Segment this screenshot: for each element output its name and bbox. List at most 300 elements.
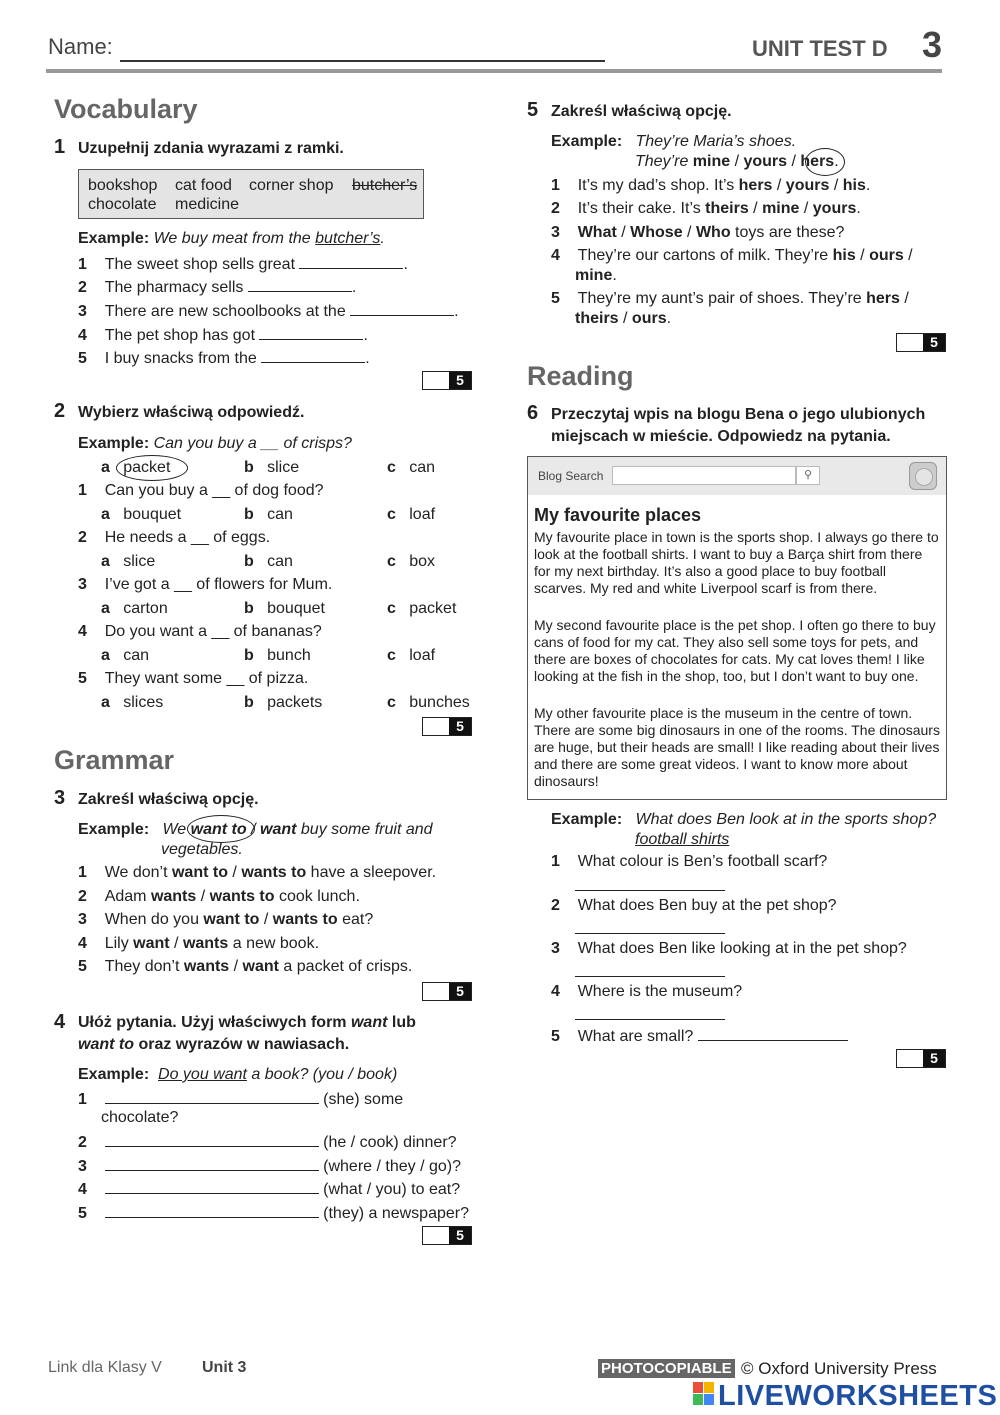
score-box	[422, 371, 472, 390]
option-2[interactable]: wants to	[272, 911, 338, 928]
answer-blank[interactable]	[261, 348, 365, 363]
option-letter: b	[244, 506, 254, 523]
answer-blank[interactable]	[299, 254, 403, 269]
option-1[interactable]: want	[133, 935, 170, 952]
example-option: want	[260, 821, 297, 838]
item-number: 5	[78, 958, 87, 975]
item-number: 3	[78, 911, 87, 928]
list-item	[78, 958, 412, 976]
item-text: Lily	[104, 935, 134, 952]
example-line	[551, 133, 796, 151]
option-text: slice	[267, 459, 300, 476]
option-c[interactable]	[387, 553, 435, 571]
item-number: 1	[78, 256, 87, 273]
item-text: They’re my aunt’s pair of shoes. They’re	[577, 290, 867, 307]
score-box	[422, 1226, 472, 1245]
blog-toolbar	[528, 457, 946, 495]
list-item	[78, 301, 459, 321]
option-a[interactable]	[101, 600, 168, 618]
example-option: yours	[743, 153, 788, 170]
option-letter: c	[387, 459, 396, 476]
option-1[interactable]: What	[577, 224, 617, 241]
item-text: The pharmacy sells	[104, 279, 244, 296]
word-box-item: medicine	[175, 196, 240, 213]
answer-blank[interactable]	[105, 1156, 319, 1171]
option-letter: b	[244, 647, 254, 664]
option-text: packet	[123, 459, 171, 476]
option-1[interactable]: want to	[171, 864, 228, 881]
score-value: 5	[923, 334, 945, 351]
option-letter: a	[101, 647, 110, 664]
item-text: They don’t	[104, 958, 184, 975]
example-text: They’re	[635, 153, 693, 170]
score-value: 5	[923, 1050, 945, 1067]
item-end: .	[612, 267, 617, 284]
exercise-instruction-cont: miejscach w mieście. Odpowiedz na pytania.	[551, 428, 891, 445]
option-a[interactable]	[101, 506, 181, 524]
footer-unit: Unit 3	[202, 1359, 247, 1376]
item-text: They want some __ of pizza.	[104, 670, 309, 687]
list-item: 1 It’s my dad’s shop. It’s hers / yours / his.	[551, 177, 871, 194]
item-prompt-cont: chocolate?	[101, 1109, 179, 1126]
search-icon[interactable]: ⚲	[796, 466, 820, 485]
item-end: .	[856, 200, 861, 217]
item-question: What does Ben buy at the pet shop?	[577, 897, 837, 914]
option-b[interactable]	[244, 459, 299, 477]
item-number: 4	[78, 1181, 87, 1198]
example-text: They’re Maria’s shoes.	[635, 133, 797, 150]
option-letter: c	[387, 506, 396, 523]
item-number: 3	[551, 224, 560, 241]
item-text: It’s their cake. It’s	[577, 200, 706, 217]
list-item	[78, 277, 356, 297]
slash: /	[227, 864, 242, 881]
option-letter: b	[244, 553, 254, 570]
unit-title: UNIT TEST D	[752, 36, 888, 61]
option-2[interactable]: yours	[785, 177, 830, 194]
option-a[interactable]	[101, 694, 163, 712]
option-2[interactable]: ours	[869, 247, 904, 264]
option-c[interactable]	[387, 459, 435, 477]
option-c[interactable]	[387, 647, 435, 665]
exercise-instruction: Zakreśl właściwą opcję.	[78, 791, 259, 808]
exercise-number: 6	[527, 402, 539, 424]
answer-blank[interactable]	[698, 1026, 848, 1041]
list-item	[78, 1132, 457, 1152]
example-question: What does Ben look at in the sports shop?	[635, 811, 937, 828]
item-number: 1	[78, 864, 87, 881]
exercise-instruction: Wybierz właściwą odpowiedź.	[78, 404, 305, 421]
list-item	[78, 670, 308, 688]
example-label: Example:	[78, 435, 150, 452]
item-question: Where is the museum?	[577, 983, 743, 1000]
option-letter: b	[244, 600, 254, 617]
slash: /	[196, 888, 210, 905]
answer-blank[interactable]	[105, 1203, 319, 1218]
list-item-cont: theirs / ours.	[575, 310, 672, 327]
word-box-item: cat food	[175, 177, 232, 194]
example-answer: Do you want	[158, 1066, 247, 1083]
item-text: have a sleepover.	[306, 864, 437, 881]
option-text: can	[267, 506, 293, 523]
item-number: 1	[551, 853, 560, 870]
exercise-instruction: Uzupełnij zdania wyrazami z ramki.	[78, 140, 344, 157]
blog-paragraph: My favourite place in town is the sports shop. I always go there to look at the football shirts. I want to buy a Barça shirt from there for my next birthday. It’s also a good place to buy football scarves. My red and white Liverpool scarf is from there.	[534, 529, 939, 596]
list-item	[78, 935, 319, 953]
list-item	[78, 348, 370, 368]
blog-title: My favourite places	[534, 505, 702, 525]
list-item	[78, 254, 408, 274]
score-box	[422, 717, 472, 736]
option-b[interactable]	[244, 694, 322, 712]
option-1[interactable]: hers	[738, 177, 773, 194]
option-1[interactable]: his	[832, 247, 856, 264]
item-text: He needs a __ of eggs.	[104, 529, 271, 546]
option-letter: b	[244, 694, 254, 711]
option-letter: c	[387, 553, 396, 570]
blog-paragraph: My other favourite place is the museum in the centre of town. There are some big dinosaurs in one of the rooms. The dinosaurs are huge, but their heads are small! I like reading about their lives and there are some great videos. I want to know more about dinosaurs!	[534, 705, 940, 789]
example-end: .	[834, 153, 839, 170]
item-text: The pet shop has got	[104, 327, 256, 344]
example-line	[78, 435, 352, 453]
option-3[interactable]: ours	[631, 310, 667, 327]
example-label: Example:	[78, 821, 150, 838]
list-item	[78, 1089, 403, 1109]
item-number: 1	[551, 177, 560, 194]
item-text: There are new schoolbooks at the	[104, 303, 346, 320]
item-end: .	[403, 256, 408, 273]
item-number: 3	[78, 303, 87, 320]
option-text: packet	[409, 600, 457, 617]
example-line	[551, 811, 936, 829]
item-end: .	[365, 350, 370, 367]
answer-circle	[187, 815, 255, 843]
blog-search-label: Blog Search	[538, 469, 604, 483]
example-text: Can you buy a __ of crisps?	[153, 435, 352, 452]
option-a[interactable]	[101, 647, 149, 665]
slash: /	[259, 911, 273, 928]
option-text: bunch	[267, 647, 311, 664]
option-3[interactable]: his	[842, 177, 866, 194]
answer-blank[interactable]	[575, 876, 725, 891]
answer-blank[interactable]	[350, 301, 454, 316]
list-item	[551, 1026, 848, 1046]
item-number: 5	[551, 290, 560, 307]
item-number: 5	[78, 350, 87, 367]
item-question: What colour is Ben’s football scarf?	[577, 853, 828, 870]
example-line	[78, 230, 385, 248]
list-item	[78, 623, 322, 641]
item-number: 5	[78, 670, 87, 687]
item-text: The sweet shop sells great	[104, 256, 296, 273]
answer-blank[interactable]	[248, 277, 352, 292]
item-number: 2	[78, 1134, 87, 1151]
item-text: eat?	[337, 911, 374, 928]
item-question: What are small?	[577, 1028, 694, 1045]
example-text: buy some fruit and	[296, 821, 433, 838]
option-2[interactable]: wants	[182, 935, 229, 952]
item-text: cook lunch.	[274, 888, 360, 905]
answer-blank[interactable]	[575, 919, 725, 934]
list-item	[78, 576, 332, 594]
option-text: loaf	[409, 647, 436, 664]
option-2[interactable]: wants to	[241, 864, 307, 881]
list-item	[551, 853, 827, 871]
list-item-cont	[575, 267, 617, 285]
option-letter: a	[101, 459, 110, 476]
answer-blank[interactable]	[105, 1132, 319, 1147]
option-c[interactable]	[387, 506, 435, 524]
word-box-item: bookshop	[88, 177, 158, 194]
list-item: 4 They’re our cartons of milk. They’re his / ours /	[551, 247, 913, 264]
option-b[interactable]	[244, 553, 293, 571]
exercise-instruction: Przeczytaj wpis na blogu Bena o jego ulubionych	[551, 406, 926, 423]
footer-course: Link dla Klasy V	[48, 1359, 162, 1376]
word-box	[78, 169, 424, 219]
example-line-2: They’re mine / yours / hers.	[635, 153, 839, 170]
item-end: .	[865, 177, 871, 194]
answer-circle	[805, 148, 845, 176]
option-text: bouquet	[123, 506, 182, 523]
example-option: mine	[692, 153, 731, 170]
example-label: Example:	[78, 1066, 150, 1083]
option-2[interactable]: Whose	[630, 224, 683, 241]
exercise-number: 5	[527, 99, 539, 121]
score-value: 5	[449, 983, 471, 1000]
example-text-cont: vegetables.	[161, 841, 243, 858]
list-item	[78, 1179, 460, 1199]
answer-blank[interactable]	[105, 1179, 319, 1194]
option-text: carton	[123, 600, 168, 617]
list-item	[551, 983, 742, 1001]
item-prompt: (they) a newspaper?	[323, 1205, 469, 1222]
list-item	[78, 864, 436, 882]
item-prompt: (where / they / go)?	[323, 1158, 461, 1175]
item-number: 3	[78, 576, 87, 593]
option-c[interactable]	[387, 600, 456, 618]
section-title-vocabulary: Vocabulary	[54, 94, 198, 124]
item-end: .	[454, 303, 459, 320]
item-text: a new book.	[228, 935, 320, 952]
option-text: packets	[267, 694, 323, 711]
exercise-instruction	[78, 1014, 416, 1032]
answer-blank[interactable]	[575, 1005, 725, 1020]
example-option: hers	[800, 153, 835, 170]
exercise-number: 3	[54, 787, 66, 809]
name-field[interactable]	[120, 60, 605, 62]
slash: /	[169, 935, 183, 952]
option-b[interactable]	[244, 506, 293, 524]
option-text: can	[267, 553, 293, 570]
list-item	[78, 1203, 469, 1223]
item-number: 5	[551, 1028, 560, 1045]
item-text: I buy snacks from the	[104, 350, 257, 367]
option-text: slices	[123, 694, 164, 711]
exercise-instruction: Zakreśl właściwą opcję.	[551, 103, 732, 120]
option-3[interactable]: Who	[695, 224, 731, 241]
option-text: loaf	[409, 506, 436, 523]
word-box-item-used: butcher’s	[352, 177, 418, 194]
name-label: Name:	[48, 34, 113, 59]
exercise-number: 2	[54, 400, 66, 422]
liveworksheets-brand[interactable]: LIVEWORKSHEETS	[718, 1380, 998, 1412]
score-value: 5	[449, 1227, 471, 1244]
item-prompt: (what / you) to eat?	[323, 1181, 461, 1198]
item-text: Do you want a __ of bananas?	[104, 623, 322, 640]
section-title-reading: Reading	[527, 361, 634, 391]
list-item	[78, 911, 373, 929]
option-letter: c	[387, 694, 396, 711]
option-1[interactable]: hers	[866, 290, 900, 307]
blog-search-input[interactable]	[612, 466, 796, 485]
example-end: .	[380, 230, 385, 247]
item-text: I’ve got a __ of flowers for Mum.	[104, 576, 333, 593]
item-number: 4	[551, 983, 560, 1000]
item-number: 2	[78, 888, 87, 905]
score-value: 5	[449, 372, 471, 389]
option-3[interactable]: mine	[575, 267, 613, 284]
example-text: We buy meat from the	[153, 230, 316, 247]
option-letter: b	[244, 459, 254, 476]
item-number: 5	[78, 1205, 87, 1222]
option-text: can	[409, 459, 436, 476]
option-letter: c	[387, 600, 396, 617]
instruction-text: lub	[387, 1014, 416, 1031]
header-divider	[46, 69, 942, 73]
example-option: want to	[190, 821, 247, 838]
item-number: 4	[78, 327, 87, 344]
option-3[interactable]: yours	[812, 200, 857, 217]
example-label: Example:	[78, 230, 150, 247]
list-item	[551, 897, 837, 915]
item-end: .	[666, 310, 672, 327]
item-number: 2	[551, 200, 560, 217]
option-letter: a	[101, 506, 110, 523]
blog-logo-icon	[909, 462, 937, 490]
score-box	[422, 982, 472, 1001]
option-text: can	[123, 647, 150, 664]
option-text: slice	[123, 553, 156, 570]
item-text: Can you buy a __ of dog food?	[104, 482, 324, 499]
instruction-keyword: want to	[78, 1036, 134, 1053]
exercise-instruction-cont	[78, 1036, 349, 1054]
answer-blank[interactable]	[259, 325, 363, 340]
blog-paragraph: My second favourite place is the pet shop. I often go there to buy cans of food for my cat. They also sell some toys for pets, and there are boxes of chocolates for cats. My cat loves them! I like looking at the fish in the shop, too, but I don’t want to buy one.	[534, 617, 936, 684]
option-text: bunches	[409, 694, 470, 711]
example-line	[78, 1066, 397, 1084]
item-text: Adam	[104, 888, 151, 905]
option-1[interactable]: theirs	[705, 200, 749, 217]
item-number: 1	[78, 482, 87, 499]
list-item: 5 They’re my aunt’s pair of shoes. They’re hers /	[551, 290, 909, 307]
item-prompt: (he / cook) dinner?	[323, 1134, 457, 1151]
option-b[interactable]	[244, 600, 325, 618]
liveworksheets-logo-icon	[693, 1382, 715, 1406]
score-box	[896, 333, 946, 352]
list-item: 2 It’s their cake. It’s theirs / mine / yours.	[551, 200, 861, 217]
option-letter: c	[387, 647, 396, 664]
option-c[interactable]	[387, 694, 470, 712]
item-text: a packet of crisps.	[278, 958, 413, 975]
list-item	[78, 482, 324, 500]
score-box	[896, 1049, 946, 1068]
list-item	[551, 940, 907, 958]
answer-blank[interactable]	[575, 962, 725, 977]
instruction-keyword: want	[350, 1014, 388, 1031]
option-2[interactable]: want	[242, 958, 279, 975]
item-number: 2	[78, 279, 87, 296]
example-text: We	[162, 821, 187, 838]
item-end: .	[351, 279, 357, 296]
unit-number: 3	[922, 24, 943, 65]
item-text: When do you	[104, 911, 204, 928]
score-value: 5	[449, 718, 471, 735]
option-2[interactable]: theirs	[575, 310, 619, 327]
item-number: 4	[78, 935, 87, 952]
section-title-grammar: Grammar	[54, 745, 175, 775]
item-question: What does Ben like looking at in the pet shop?	[577, 940, 907, 957]
example-text: a book? (you / book)	[246, 1066, 398, 1083]
item-number: 3	[551, 940, 560, 957]
example-label: Example:	[551, 133, 623, 150]
option-b[interactable]	[244, 647, 311, 665]
list-item	[78, 1156, 461, 1176]
item-number: 4	[551, 247, 560, 264]
item-text: It’s my dad’s shop. It’s	[577, 177, 739, 194]
example-answer: butcher’s	[315, 230, 381, 247]
option-1[interactable]: wants	[183, 958, 230, 975]
list-item: 3 What / Whose / Who toys are these?	[551, 224, 845, 241]
example-slash: /	[246, 821, 260, 838]
exercise-number: 4	[54, 1011, 66, 1033]
option-text: box	[409, 553, 436, 570]
answer-circle	[116, 455, 188, 481]
example-label: Example:	[551, 811, 623, 828]
example-line	[78, 821, 433, 839]
item-number: 2	[551, 897, 560, 914]
slash: /	[229, 958, 243, 975]
option-2[interactable]: mine	[762, 200, 800, 217]
exercise-number: 1	[54, 136, 66, 158]
instruction-text: oraz wyrazów w nawiasach.	[134, 1036, 350, 1053]
list-item	[78, 529, 270, 547]
word-box-item: corner shop	[249, 177, 334, 194]
item-text: We don’t	[104, 864, 172, 881]
option-letter: a	[101, 600, 110, 617]
option-2[interactable]: wants to	[209, 888, 275, 905]
option-1[interactable]: want to	[203, 911, 260, 928]
item-number: 1	[78, 1091, 87, 1108]
answer-blank[interactable]	[105, 1089, 319, 1104]
item-number: 2	[78, 529, 87, 546]
option-text: bouquet	[267, 600, 325, 617]
option-a[interactable]	[101, 553, 155, 571]
option-letter: a	[101, 553, 110, 570]
list-item	[78, 888, 360, 906]
item-prompt: (she) some	[323, 1091, 404, 1108]
item-text: They’re our cartons of milk. They’re	[577, 247, 833, 264]
item-end: .	[363, 327, 368, 344]
option-1[interactable]: wants	[150, 888, 197, 905]
blog-post	[527, 456, 947, 800]
example-answer: football shirts	[635, 831, 730, 848]
word-box-item: chocolate	[88, 196, 157, 213]
item-end: toys are these?	[730, 224, 845, 241]
item-number: 3	[78, 1158, 87, 1175]
item-number: 4	[78, 623, 87, 640]
instruction-text: Ułóż pytania. Użyj właściwych form	[78, 1014, 351, 1031]
option-letter: a	[101, 694, 110, 711]
